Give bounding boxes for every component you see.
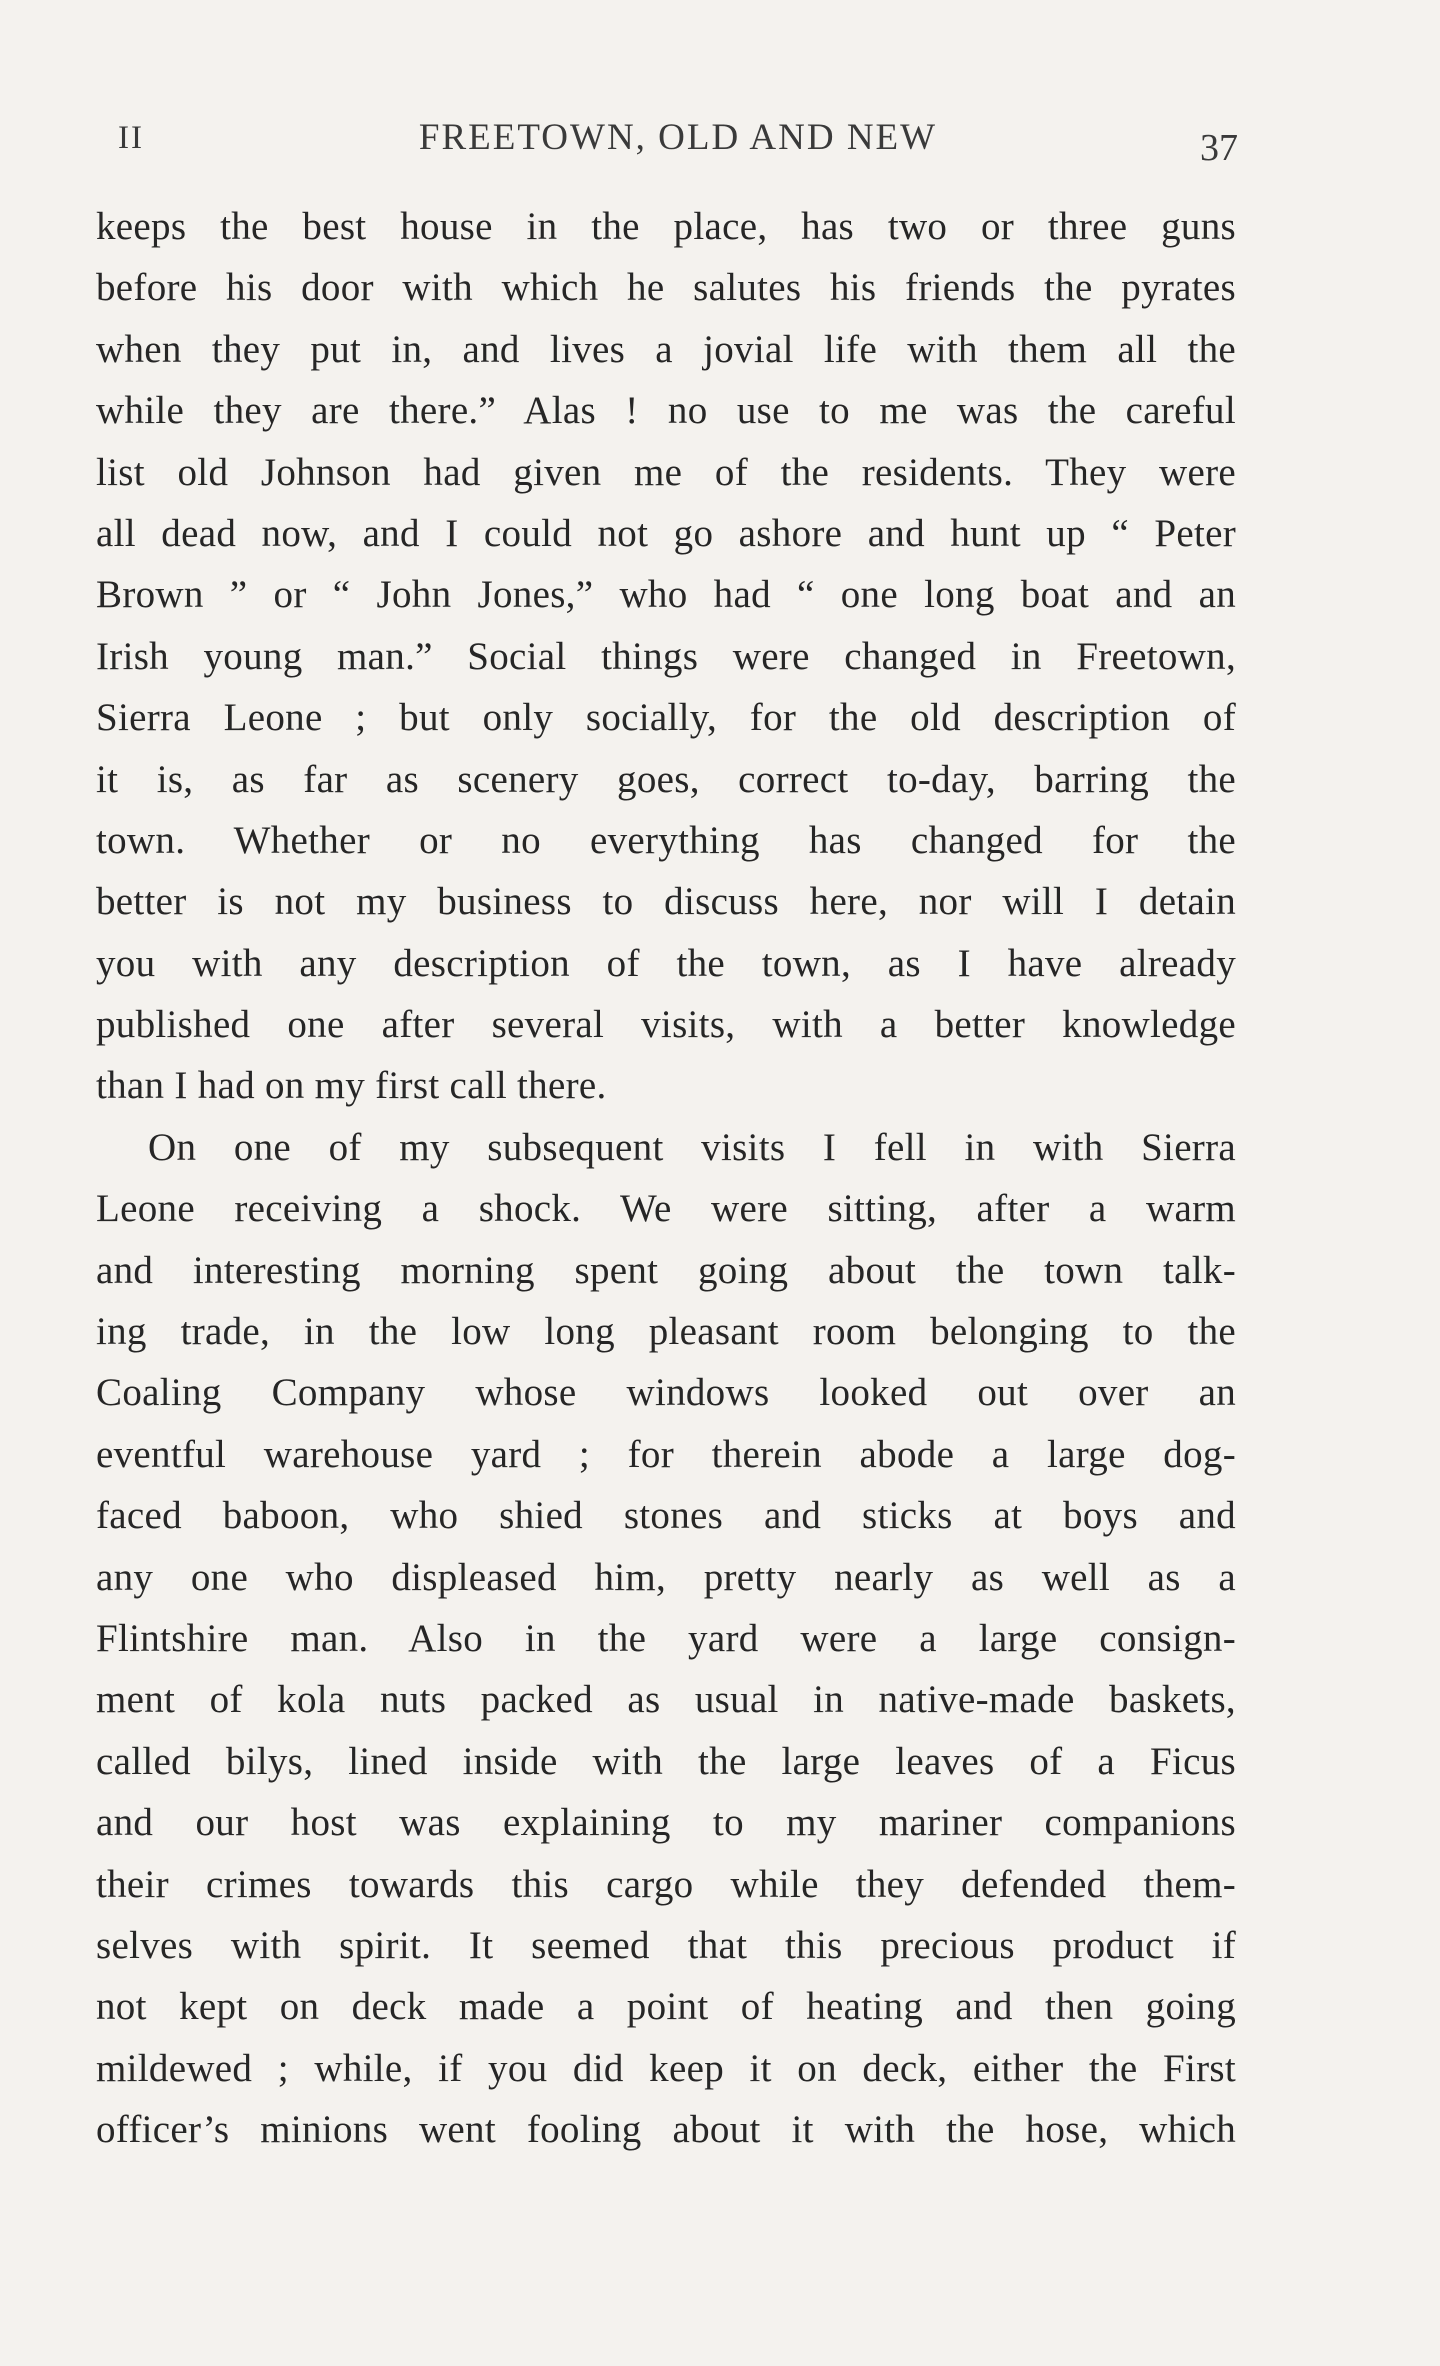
text-line: ing trade, in the low long pleasant room belonging to the — [96, 1310, 1236, 1354]
text-line: selves with spirit. It seemed that this precious product if — [96, 1923, 1236, 1967]
text-line: and interesting morning spent going about the town talk- — [96, 1248, 1236, 1292]
text-line: Sierra Leone ; but only socially, for the old description of — [96, 696, 1236, 740]
text-line: better is not my business to discuss here, nor will I detain — [96, 880, 1236, 924]
text-line: called bilys, lined inside with the large leaves of a Ficus — [96, 1739, 1236, 1783]
text-line: ment of kola nuts packed as usual in native-made baskets, — [96, 1678, 1236, 1722]
text-line: Brown ” or “ John Jones,” who had “ one long boat and an — [96, 573, 1236, 617]
text-line: than I had on my first call there. — [96, 1064, 607, 1108]
text-line: list old Johnson had given me of the residents. They were — [96, 450, 1236, 494]
text-line: Irish young man.” Social things were changed in Freetown, — [96, 634, 1236, 678]
text-line: any one who displeased him, pretty nearly as well as a — [96, 1555, 1236, 1599]
text-line: eventful warehouse yard ; for therein abode a large dog- — [96, 1432, 1236, 1476]
chapter-number: II — [118, 120, 144, 156]
text-line: Coaling Company whose windows looked out over an — [96, 1371, 1236, 1415]
page-number: 37 — [1200, 127, 1238, 169]
text-line: before his door with which he salutes his friends the pyrates — [96, 266, 1236, 310]
text-line: when they put in, and lives a jovial life with them all the — [96, 327, 1236, 371]
text-line: while they are there.” Alas ! no use to me was the careful — [96, 389, 1236, 433]
page-title: FREETOWN, OLD AND NEW — [418, 117, 938, 158]
text-line: it is, as far as scenery goes, correct to-day, barring the — [96, 757, 1236, 801]
text-line: town. Whether or no everything has changed for the — [96, 818, 1236, 862]
text-line: Leone receiving a shock. We were sitting, after a warm — [96, 1187, 1236, 1231]
text-line: keeps the best house in the place, has two or three guns — [96, 205, 1236, 248]
text-line: their crimes towards this cargo while they defended them- — [96, 1862, 1236, 1906]
text-line: not kept on deck made a point of heating and then going — [96, 1985, 1236, 2029]
paragraph-start-line: On one of my subsequent visits I fell in with Sierra — [148, 1125, 1236, 1169]
text-line: mildewed ; while, if you did keep it on deck, either the First — [96, 2046, 1236, 2090]
text-line: officer’s minions went fooling about it with the hose, which — [96, 2108, 1236, 2152]
text-line: faced baboon, who shied stones and sticks at boys and — [96, 1494, 1236, 1538]
text-line: and our host was explaining to my mariner companions — [96, 1801, 1236, 1845]
body-text — [96, 196, 1236, 2161]
text-line: you with any description of the town, as I have already — [96, 941, 1236, 985]
text-line: published one after several visits, with a better knowledge — [96, 1003, 1236, 1047]
running-head — [118, 112, 1238, 172]
text-line: all dead now, and I could not go ashore and hunt up “ Peter — [96, 511, 1236, 555]
text-line: Flintshire man. Also in the yard were a large consign- — [96, 1616, 1236, 1660]
